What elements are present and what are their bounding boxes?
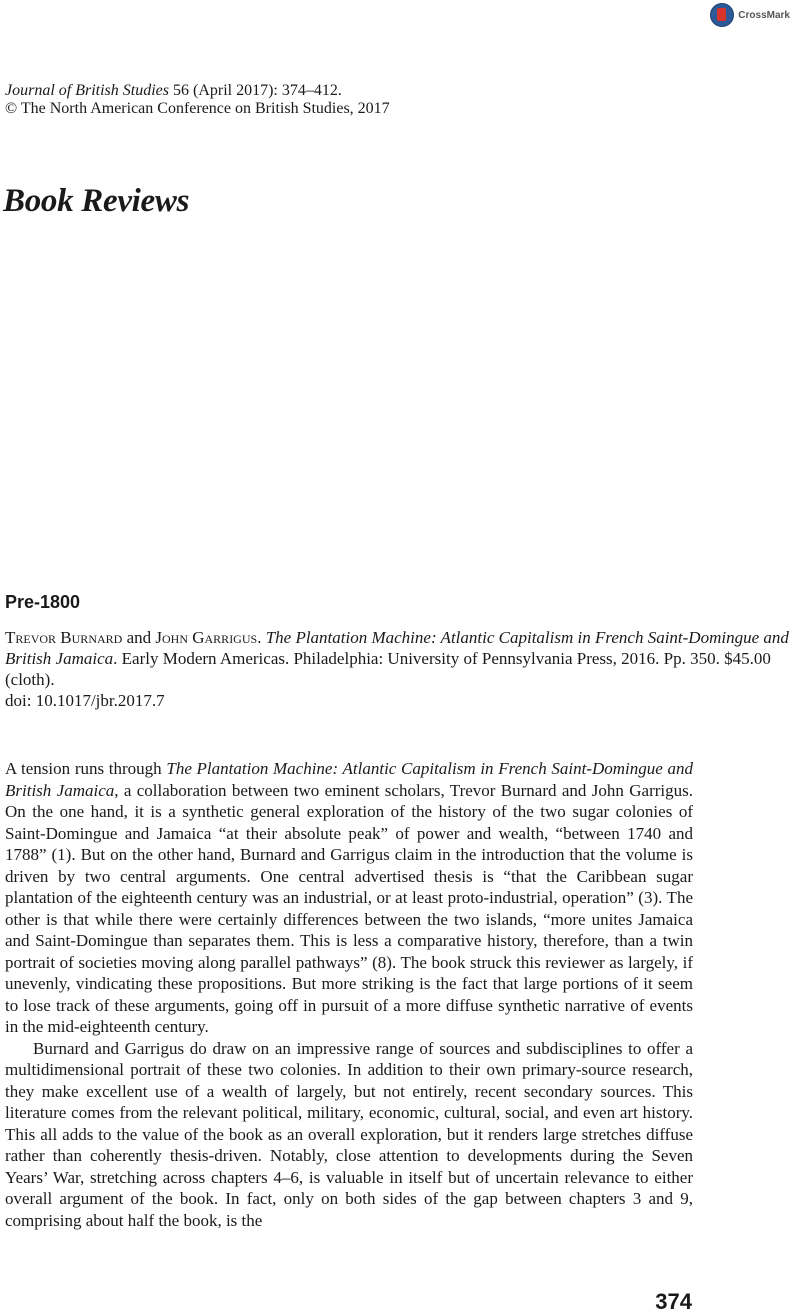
book-title: The Plantation Machine: Atlantic Capitalism in French Saint-Domingue and British Jamaica — [5, 628, 789, 668]
paragraph-2: Burnard and Garrigus do draw on an impressive range of sources and subdisciplines to offer a multidimensional portrait of these two colonies. In addition to their own primary-source research, they make excellent use of a wealth of largely, but not entirely, recent secondary sources. This literature comes from the relevant political, military, economic, cultural, social, and even art history. This all adds to the value of the book as an overall exploration, but it renders large stretches diffuse rather than coherently thesis-driven. Notably, close attention to developments during the Seven Years’ War, stretching across chapters 4–6, is valuable in itself but of uncertain relevance to either overall argument of the book. In fact, only on both sides of the gap between chapters 3 and 9, comprising about half the book, is the — [5, 1038, 693, 1230]
crossmark-icon — [710, 3, 734, 27]
review-body — [5, 758, 693, 1231]
book-details: Early Modern Americas. Philadelphia: University of Pennsylvania Press, 2016. Pp. 350. $45.00 (cloth). — [5, 649, 771, 689]
journal-citation — [5, 82, 342, 100]
citation-and: and — [126, 628, 152, 647]
author-1: Trevor Burnard — [5, 628, 123, 647]
journal-title: Journal of British Studies — [5, 82, 169, 99]
author-2: John Garrigus — [155, 628, 258, 647]
doi[interactable]: doi: 10.1017/jbr.2017.7 — [5, 691, 165, 710]
section-title: Book Reviews — [3, 183, 190, 219]
book-citation: Trevor Burnard and John Garrigus. The Plantation Machine: Atlantic Capitalism in French Saint-Domingue and British Jamaica. Early Modern Americas. Philadelphia: University of Pennsylvania Press, 2016. Pp. 350. $45.00 (cloth). doi: 10.1017/jbr.2017.7 — [5, 628, 789, 710]
copyright-notice: © The North American Conference on British Studies, 2017 — [5, 100, 390, 117]
journal-issue: 56 (April 2017): 374–412. — [173, 82, 342, 99]
period-heading: Pre-1800 — [5, 592, 81, 612]
inline-book-title: The Plantation Machine: Atlantic Capitalism in French Saint-Domingue and British Jamaica — [5, 759, 694, 800]
paragraph-1: A tension runs through The Plantation Machine: Atlantic Capitalism in French Saint-Domingue and British Jamaica, a collaboration between two eminent scholars, Trevor Burnard and John Garrigus. On the one hand, it is a synthetic general exploration of the history of the two sugar colonies of Saint-Domingue and Jamaica “at their absolute peak” of power and wealth, “between 1740 and 1788” (1). But on the other hand, Burnard and Garrigus claim in the introduction that the volume is driven by two central arguments. One central advertised thesis is “that the Caribbean sugar plantation of the eighteenth century was an industrial, or at least proto-industrial, operation” (3). The other is that while there were certainly differences between the two islands, “more unites Jamaica and Saint-Domingue than separates them. This is less a comparative history, therefore, than a twin portrait of societies moving along parallel pathways” (8). The book struck this reviewer as largely, if unevenly, vindicating these propositions. But more striking is the fact that large portions of it seem to lose track of these arguments, going off in pursuit of a more diffuse synthetic narrative of events in the mid-eighteenth century. — [5, 759, 694, 1036]
page-number: 374 — [655, 1289, 692, 1314]
crossmark-badge[interactable] — [710, 3, 790, 27]
crossmark-label: CrossMark — [738, 9, 790, 21]
